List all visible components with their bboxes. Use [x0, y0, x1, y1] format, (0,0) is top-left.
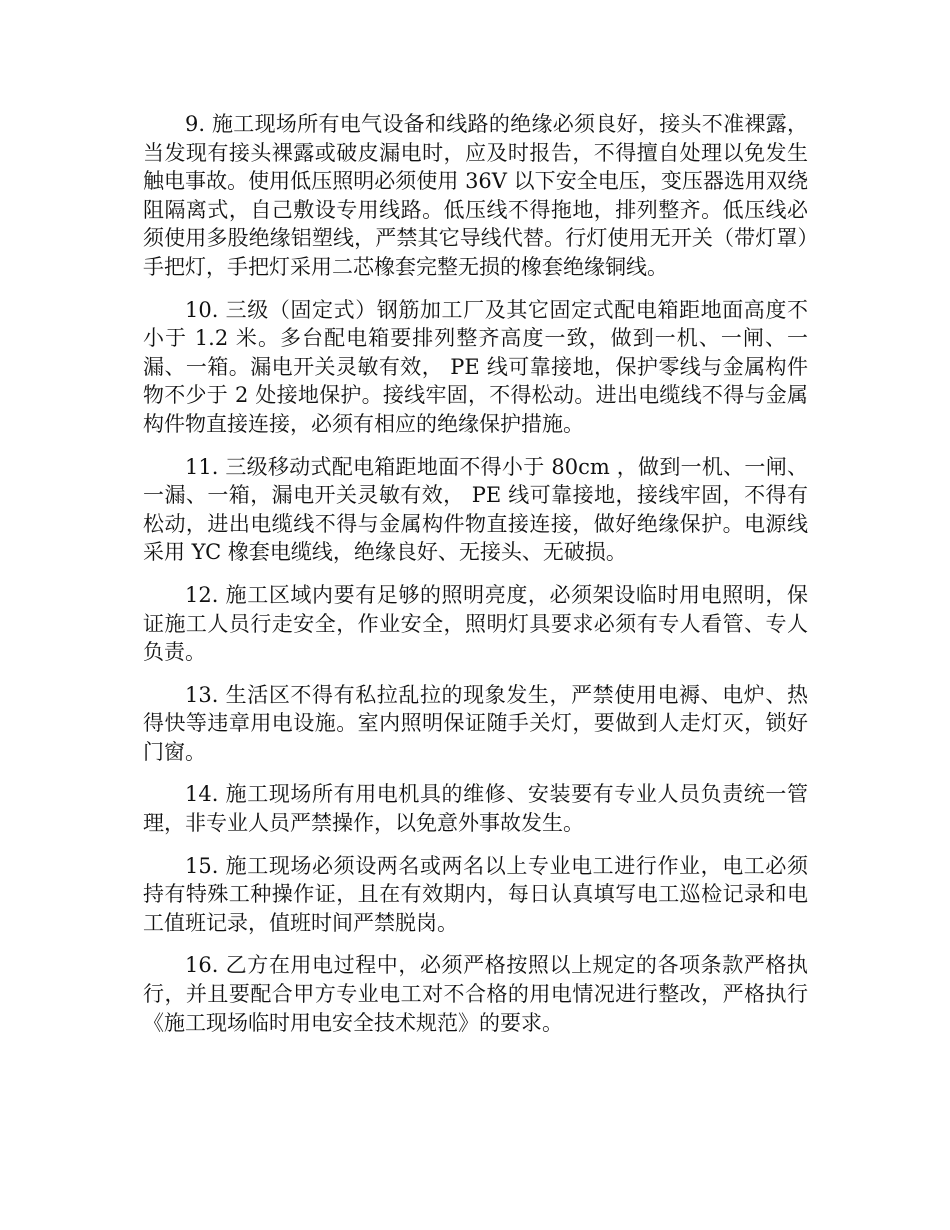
paragraph-item-9: 9. 施工现场所有电气设备和线路的绝缘必须良好，接头不准裸露，当发现有接头裸露或破皮漏电时，应及时报告，不得擅自处理以免发生触电事故。使用低压照明必须使用 36V 以下安全电压，变压器选用双绕阻隔离式，自己敷设专用线路。低压线不得拖地，排列整齐。低压线必须使用多股绝缘铝塑线，严禁其它导线代替。行灯使用无开关（带灯罩）手把灯，手把灯采用二芯橡套完整无损的橡套绝缘铜线。 — [143, 112, 808, 279]
paragraph-item-13: 13. 生活区不得有私拉乱拉的现象发生，严禁使用电褥、电炉、热得快等违章用电设施。室内照明保证随手关灯，要做到人走灯灭，锁好门窗。 — [143, 682, 808, 764]
paragraph-item-14: 14. 施工现场所有用电机具的维修、安装要有专业人员负责统一管理，非专业人员严禁操作，以免意外事故发生。 — [143, 782, 808, 836]
document-page — [143, 110, 808, 1051]
paragraph-item-10: 10. 三级（固定式）钢筋加工厂及其它固定式配电箱距地面高度不小于 1.2 米。多台配电箱要排列整齐高度一致，做到一机、一闸、一漏、一箱。漏电开关灵敏有效， PE 线可靠接地，保护零线与金属构件物不少于 2 处接地保护。接线牢固，不得松动。进出电缆线不得与金属构件物直接连接，必须有相应的绝缘保护措施。 — [143, 297, 808, 436]
paragraph-item-11: 11. 三级移动式配电箱距地面不得小于 80cm ，做到一机、一闸、一漏、一箱，漏电开关灵敏有效， PE 线可靠接地，接线牢固，不得有松动，进出电缆线不得与金属构件物直接连接，做好绝缘保护。电源线采用 YC 橡套电缆线，绝缘良好、无接头、无破损。 — [143, 454, 808, 565]
paragraph-item-16: 16. 乙方在用电过程中，必须严格按照以上规定的各项条款严格执行，并且要配合甲方专业电工对不合格的用电情况进行整改，严格执行《施工现场临时用电安全技术规范》的要求。 — [143, 953, 808, 1035]
paragraph-item-15: 15. 施工现场必须设两名或两名以上专业电工进行作业，电工必须持有特殊工种操作证，且在有效期内，每日认真填写电工巡检记录和电工值班记录，值班时间严禁脱岗。 — [143, 853, 808, 935]
paragraph-item-12: 12. 施工区域内要有足够的照明亮度，必须架设临时用电照明，保证施工人员行走安全，作业安全，照明灯具要求必须有专人看管、专人负责。 — [143, 582, 808, 665]
